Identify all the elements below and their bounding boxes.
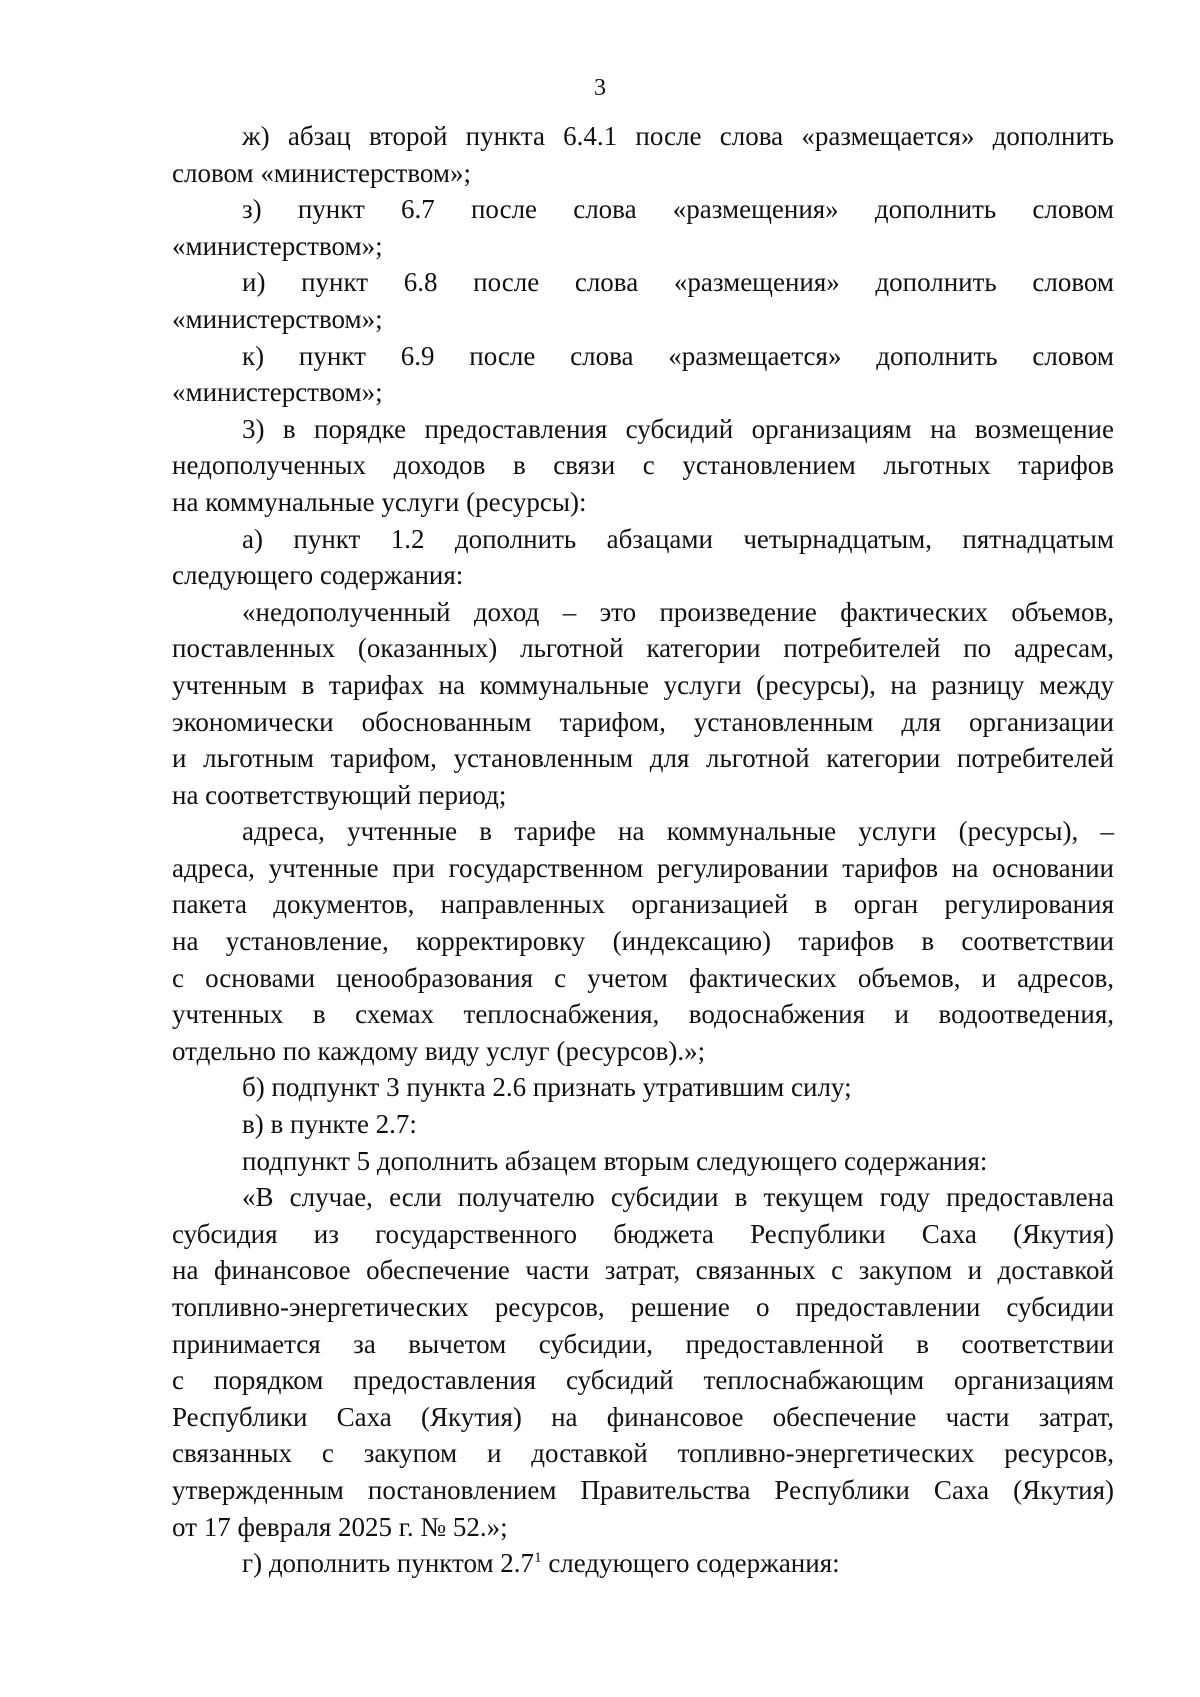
paragraph	[172, 411, 1114, 521]
paragraph-line: на финансовое обеспечение части затрат, связанных с закупом и доставкой	[172, 1255, 1114, 1286]
paragraph	[172, 264, 1114, 337]
document-body	[172, 118, 1114, 1582]
paragraph-text: следующего содержания:	[541, 1548, 840, 1579]
paragraph-text: г) дополнить пунктом 2.7	[242, 1548, 535, 1579]
paragraph-line: поставленных (оказанных) льготной категории потребителей по адресам,	[172, 633, 1114, 664]
paragraph-line: «министерством»;	[172, 230, 383, 261]
paragraph-line: в) в пункте 2.7:	[242, 1109, 417, 1140]
paragraph-line: адреса, учтенные в тарифе на коммунальные услуги (ресурсы), –	[242, 816, 1114, 847]
paragraph-line: «министерством»;	[172, 303, 383, 334]
paragraph	[172, 1106, 1114, 1143]
paragraph-line: «недополученный доход – это произведение фактических объемов,	[242, 596, 1114, 627]
paragraph-line: на установление, корректировку (индексацию) тарифов в соответствии	[172, 926, 1114, 957]
paragraph-line: на коммунальные услуги (ресурсы):	[172, 486, 587, 517]
paragraph-line: «министерством»;	[172, 377, 383, 408]
paragraph-line: недополученных доходов в связи с установлением льготных тарифов	[172, 450, 1114, 481]
paragraph-line: б) подпункт 3 пункта 2.6 признать утратившим силу;	[242, 1072, 852, 1103]
paragraph-line: с порядком предоставления субсидий теплоснабжающим организациям	[172, 1365, 1114, 1396]
paragraph-line: и льготным тарифом, установленным для льготной категории потребителей	[172, 743, 1114, 774]
paragraph-line: 3) в порядке предоставления субсидий организациям на возмещение	[242, 413, 1114, 444]
paragraph-line: и) пункт 6.8 после слова «размещения» дополнить словом	[242, 267, 1114, 298]
paragraph-line: отдельно по каждому виду услуг (ресурсов).»;	[172, 1035, 706, 1066]
paragraph	[172, 118, 1114, 191]
paragraph-line: утвержденным постановлением Правительства Республики Саха (Якутия)	[172, 1474, 1114, 1505]
paragraph-line: с основами ценообразования с учетом фактических объемов, и адресов,	[172, 962, 1114, 993]
paragraph-line: экономически обоснованным тарифом, установленным для организации	[172, 706, 1114, 737]
paragraph-line: связанных с закупом и доставкой топливно-энергетических ресурсов,	[172, 1438, 1114, 1469]
paragraph-line: пакета документов, направленных организацией в орган регулирования	[172, 889, 1114, 920]
paragraph	[172, 338, 1114, 411]
superscript-number: 1	[534, 1550, 542, 1567]
paragraph-line: подпункт 5 дополнить абзацем вторым следующего содержания:	[242, 1145, 988, 1176]
paragraph	[172, 594, 1114, 814]
paragraph-line: «В случае, если получателю субсидии в текущем году предоставлена	[242, 1182, 1114, 1213]
paragraph-line: адреса, учтенные при государственном регулировании тарифов на основании	[172, 852, 1114, 883]
paragraph-line: субсидия из государственного бюджета Республики Саха (Якутия)	[172, 1218, 1114, 1249]
paragraph-line: следующего содержания:	[172, 560, 464, 591]
paragraph-line: а) пункт 1.2 дополнить абзацами четырнадцатым, пятнадцатым	[242, 523, 1114, 554]
paragraph-line: словом «министерством»;	[172, 157, 471, 188]
paragraphs-container	[172, 118, 1114, 1545]
paragraph-line: ж) абзац второй пункта 6.4.1 после слова «размещается» дополнить	[242, 121, 1114, 151]
paragraph-line	[172, 1545, 1114, 1582]
paragraph-line: к) пункт 6.9 после слова «размещается» дополнить словом	[242, 340, 1114, 371]
paragraph-line: Республики Саха (Якутия) на финансовое обеспечение части затрат,	[172, 1401, 1114, 1432]
paragraph	[172, 1143, 1114, 1180]
paragraph	[172, 813, 1114, 1069]
paragraph-line: учтенных в схемах теплоснабжения, водоснабжения и водоотведения,	[172, 999, 1114, 1030]
paragraph-line: принимается за вычетом субсидии, предоставленной в соответствии	[172, 1328, 1114, 1359]
paragraph-line: топливно-энергетических ресурсов, решение о предоставлении субсидии	[172, 1292, 1114, 1322]
paragraph-line: от 17 февраля 2025 г. № 52.»;	[172, 1511, 508, 1542]
paragraph-g	[172, 1545, 1114, 1582]
paragraph	[172, 191, 1114, 264]
paragraph-line: на соответствующий период;	[172, 779, 507, 810]
page-number: 3	[594, 75, 606, 101]
paragraph	[172, 1179, 1114, 1545]
paragraph	[172, 1069, 1114, 1106]
paragraph-line: учтенным в тарифах на коммунальные услуги (ресурсы), на разницу между	[172, 669, 1114, 700]
paragraph	[172, 521, 1114, 594]
paragraph-line: з) пункт 6.7 после слова «размещения» дополнить словом	[242, 194, 1114, 225]
